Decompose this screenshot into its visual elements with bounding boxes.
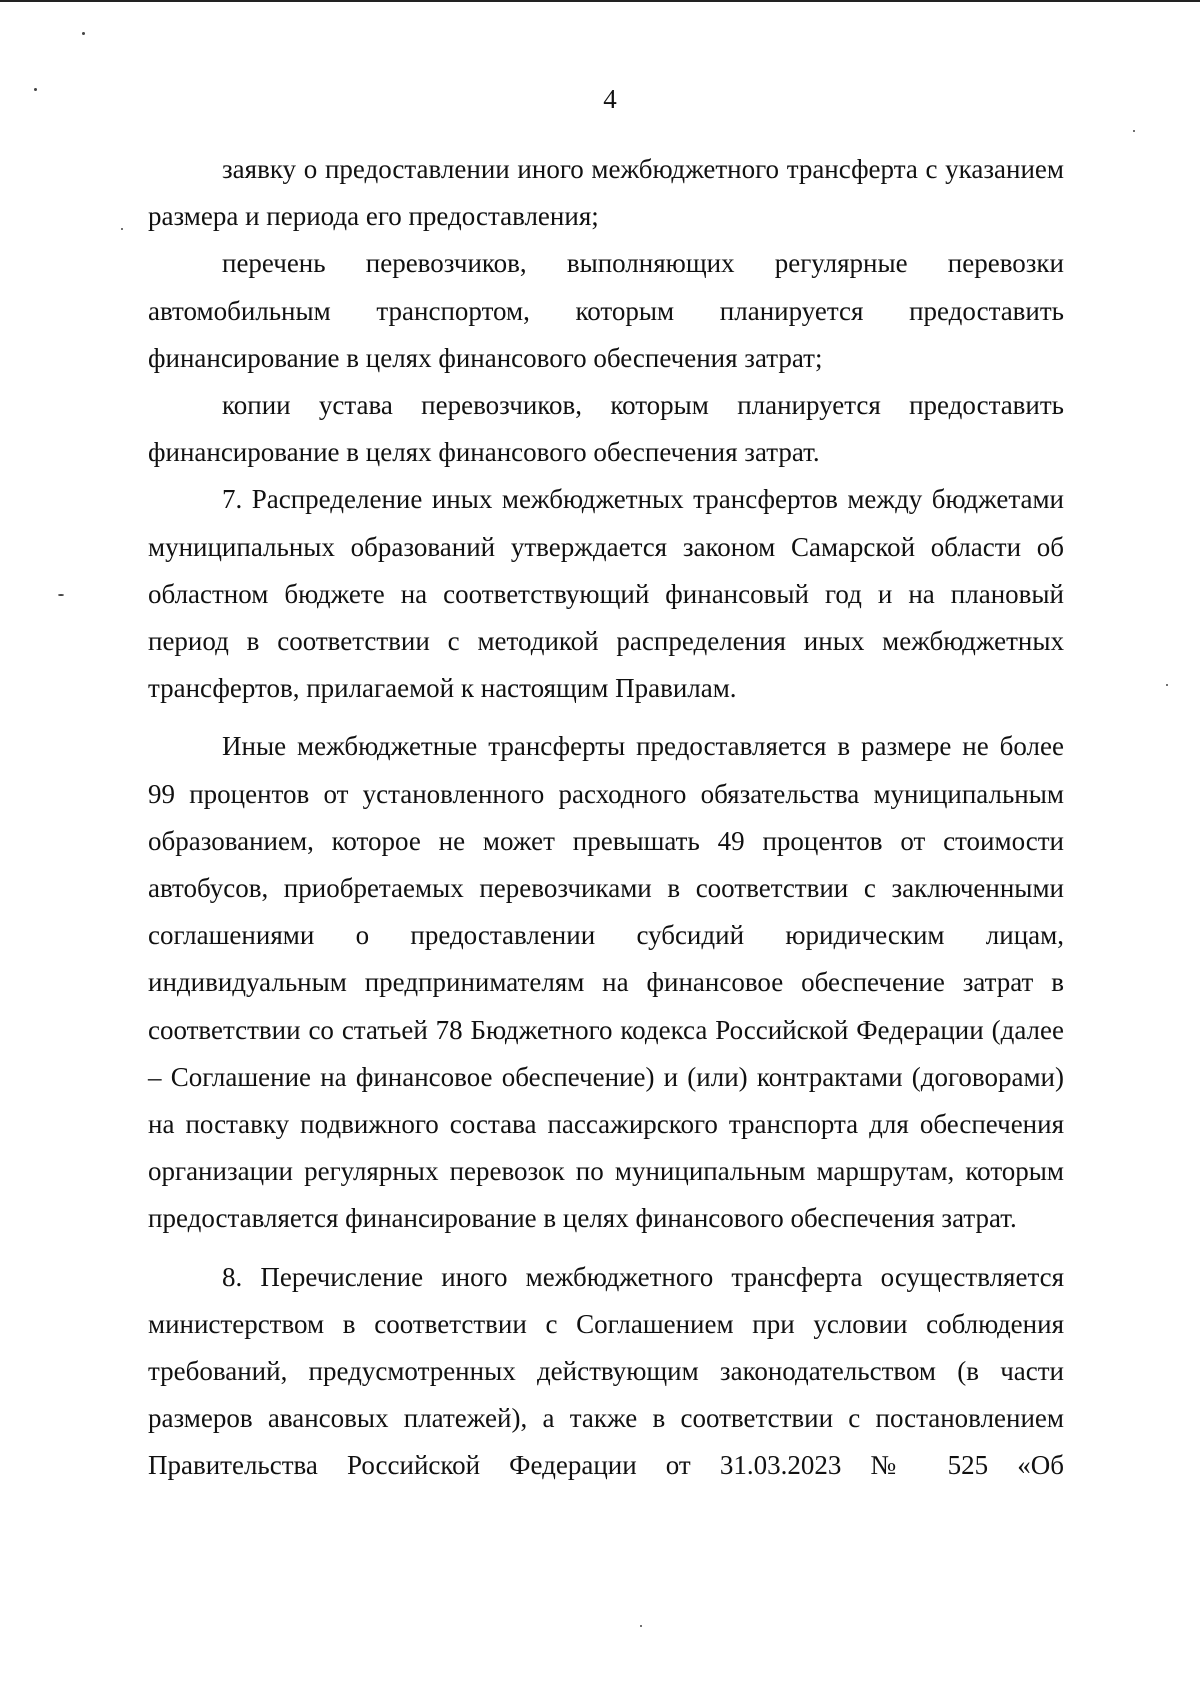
paragraph-application: заявку о предоставлении иного межбюджетного трансферта с указанием размера и периода его предоставления; <box>148 154 1064 232</box>
scan-speck <box>640 1625 642 1627</box>
scan-top-edge <box>0 0 1200 2</box>
scan-speck <box>34 88 37 91</box>
paragraph-charter-copies: копии устава перевозчиков, которым планируется предоставить финансирование в целях финансового обеспечения затрат. <box>148 390 1064 468</box>
scan-speck <box>1133 130 1135 132</box>
scan-speck <box>1166 684 1168 686</box>
paragraph-transfer-amount: Иные межбюджетные трансферты предоставляется в размере не более 99 процентов от установленного расходного обязательства муниципальным образованием, которое не может превышать 49 процентов от стоимости автобусов, приобретаемых перевозчиками в соответствии с заключенными соглашениями о предоставлении субсидий юридическим лицам, индивидуальным предпринимателям на финансовое обеспечение затрат в соответствии со статьей 78 Бюджетного кодекса Российской Федерации (далее – Соглашение на финансовое обеспечение) и (или) контрактами (договорами) на поставку подвижного состава пассажирского транспорта для обеспечения организации регулярных перевозок по муниципальным маршрутам, которым предоставляется финансирование в целях финансового обеспечения затрат. <box>148 731 1064 1234</box>
scan-speck <box>121 228 123 230</box>
document-body <box>148 146 1064 1490</box>
paragraph-section-8: 8. Перечисление иного межбюджетного трансферта осуществляется министерством в соответствии с Соглашением при условии соблюдения требований, предусмотренных действующим законодательством (в части размеров авансовых платежей), а также в соответствии с постановлением Правительства Российской Федерации от 31.03.2023 № 525 «Об <box>148 1261 1064 1481</box>
paragraph-carriers-list: перечень перевозчиков, выполняющих регулярные перевозки автомобильным транспортом, которым планируется предоставить финансирование в целях финансового обеспечения затрат; <box>148 248 1064 373</box>
scan-speck <box>58 594 64 596</box>
scan-speck <box>82 32 85 35</box>
paragraph-section-7: 7. Распределение иных межбюджетных трансфертов между бюджетами муниципальных образований утверждается законом Самарской области об областном бюджете на соответствующий финансовый год и на плановый период в соответствии с методикой распределения иных межбюджетных трансфертов, прилагаемой к настоящим Правилам. <box>148 484 1064 704</box>
page-number: 4 <box>603 84 617 114</box>
